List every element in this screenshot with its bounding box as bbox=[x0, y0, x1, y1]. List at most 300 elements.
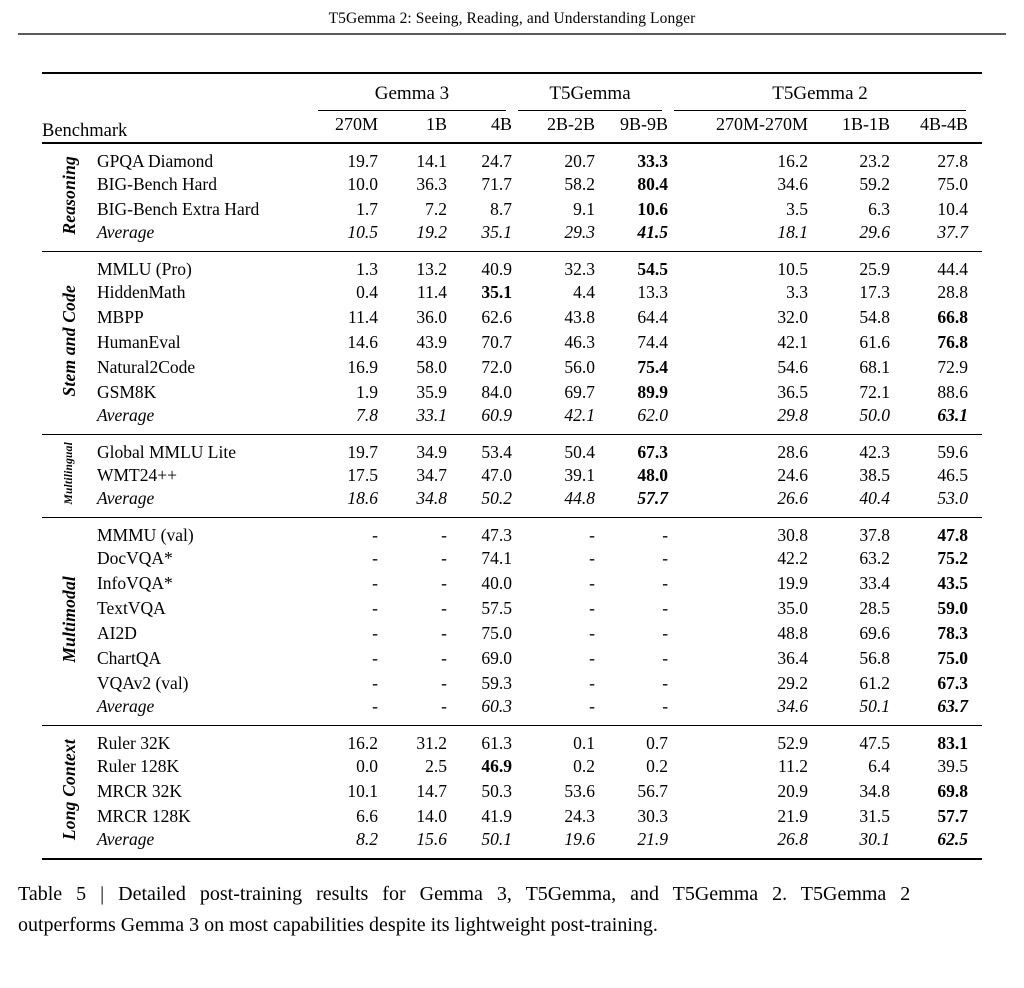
score-cell: 28.8 bbox=[937, 282, 969, 302]
score-cell: 10.4 bbox=[937, 199, 969, 219]
score-cell: 3.3 bbox=[786, 282, 809, 302]
score-cell: - bbox=[662, 525, 669, 545]
score-cell: 60.3 bbox=[481, 696, 512, 716]
score-cell: - bbox=[441, 696, 447, 716]
benchmark-name: VQAv2 (val) bbox=[96, 673, 189, 693]
column-header-4b-4b: 4B-4B bbox=[890, 111, 982, 143]
score-cell: 80.4 bbox=[637, 174, 669, 194]
score-cell: 44.4 bbox=[937, 259, 969, 279]
score-cell: 24.6 bbox=[777, 465, 809, 485]
score-cell: 28.5 bbox=[859, 598, 891, 618]
table-row bbox=[42, 596, 982, 621]
table-row bbox=[42, 804, 982, 829]
benchmark-column-header: Benchmark bbox=[42, 73, 312, 143]
benchmark-name: Average bbox=[96, 488, 155, 508]
score-cell: 56.7 bbox=[637, 781, 669, 801]
score-cell: 31.2 bbox=[416, 733, 447, 753]
score-cell: 21.9 bbox=[777, 806, 809, 826]
section-label-multimodal bbox=[42, 518, 97, 726]
score-cell: 0.2 bbox=[646, 756, 669, 776]
score-cell: 64.4 bbox=[637, 307, 669, 327]
score-cell: 50.0 bbox=[859, 405, 891, 425]
score-cell: 0.1 bbox=[573, 733, 595, 753]
column-header-1b-1b: 1B-1B bbox=[808, 111, 890, 143]
score-cell: 78.3 bbox=[937, 623, 969, 643]
score-cell: 57.7 bbox=[937, 806, 969, 826]
score-cell: - bbox=[441, 525, 447, 545]
benchmark-name: Average bbox=[96, 222, 155, 242]
table-row bbox=[42, 671, 982, 696]
group-header-t5gemma bbox=[512, 73, 668, 111]
score-cell: - bbox=[441, 623, 447, 643]
score-cell: 67.3 bbox=[637, 442, 669, 462]
score-cell: 34.6 bbox=[777, 174, 809, 194]
score-cell: 53.6 bbox=[564, 781, 595, 801]
score-cell: - bbox=[372, 598, 378, 618]
score-cell: 63.1 bbox=[937, 405, 969, 425]
score-cell: 26.6 bbox=[777, 488, 809, 508]
score-cell: 0.4 bbox=[356, 282, 378, 302]
score-cell: 32.0 bbox=[777, 307, 809, 327]
score-cell: 6.3 bbox=[868, 199, 891, 219]
score-cell: 19.7 bbox=[347, 151, 378, 171]
score-cell: 46.9 bbox=[481, 756, 512, 776]
score-cell: - bbox=[372, 673, 378, 693]
score-cell: 18.1 bbox=[777, 222, 809, 242]
score-cell: 0.2 bbox=[573, 756, 595, 776]
score-cell: 33.3 bbox=[637, 151, 669, 171]
score-cell: 75.0 bbox=[937, 174, 969, 194]
score-cell: 69.0 bbox=[481, 648, 512, 668]
score-cell: 59.3 bbox=[481, 673, 512, 693]
score-cell: - bbox=[589, 648, 595, 668]
benchmark-name: HumanEval bbox=[96, 332, 181, 352]
score-cell: 36.3 bbox=[416, 174, 447, 194]
score-cell: 50.1 bbox=[481, 829, 512, 849]
column-header-4b: 4B bbox=[447, 111, 512, 143]
score-cell: 13.2 bbox=[416, 259, 447, 279]
score-cell: 47.0 bbox=[481, 465, 512, 485]
score-cell: 4.4 bbox=[573, 282, 595, 302]
section-multilingual bbox=[42, 435, 982, 518]
score-cell: 19.6 bbox=[564, 829, 595, 849]
score-cell: 2.5 bbox=[425, 756, 447, 776]
score-cell: - bbox=[662, 598, 669, 618]
score-cell: 42.3 bbox=[859, 442, 891, 462]
benchmark-name: Average bbox=[96, 696, 155, 716]
score-cell: 63.2 bbox=[859, 548, 891, 568]
score-cell: 47.3 bbox=[481, 525, 512, 545]
score-cell: - bbox=[662, 548, 669, 568]
benchmark-name: HiddenMath bbox=[96, 282, 186, 302]
score-cell: 17.5 bbox=[347, 465, 378, 485]
score-cell: 72.1 bbox=[859, 382, 891, 402]
score-cell: 75.0 bbox=[937, 648, 969, 668]
table-row bbox=[42, 380, 982, 405]
section-label-multilingual bbox=[42, 435, 97, 518]
score-cell: 1.9 bbox=[356, 382, 378, 402]
column-header-9b-9b: 9B-9B bbox=[595, 111, 668, 143]
score-cell: 89.9 bbox=[637, 382, 669, 402]
score-cell: 32.3 bbox=[564, 259, 595, 279]
score-cell: 40.0 bbox=[481, 573, 512, 593]
column-header-270m-270m: 270M-270M bbox=[668, 111, 808, 143]
score-cell: 24.3 bbox=[564, 806, 595, 826]
section-label-text: Reasoning bbox=[58, 155, 79, 235]
table-row bbox=[42, 252, 982, 281]
score-cell: 3.5 bbox=[786, 199, 809, 219]
score-cell: - bbox=[662, 673, 669, 693]
score-cell: 62.6 bbox=[481, 307, 512, 327]
score-cell: 40.4 bbox=[859, 488, 891, 508]
score-cell: 39.1 bbox=[564, 465, 595, 485]
group-header-gemma3 bbox=[312, 73, 512, 111]
score-cell: 28.6 bbox=[777, 442, 809, 462]
score-cell: 44.8 bbox=[564, 488, 595, 508]
score-cell: 54.6 bbox=[777, 357, 809, 377]
score-cell: 35.0 bbox=[777, 598, 809, 618]
score-cell: 33.1 bbox=[416, 405, 447, 425]
score-cell: - bbox=[372, 648, 378, 668]
table-row bbox=[42, 754, 982, 779]
table-row bbox=[42, 305, 982, 330]
benchmark-name: Ruler 32K bbox=[96, 733, 171, 753]
score-cell: 23.2 bbox=[859, 151, 891, 171]
score-cell: 84.0 bbox=[481, 382, 512, 402]
table-row bbox=[42, 143, 982, 172]
score-cell: 43.5 bbox=[937, 573, 969, 593]
column-header-270m: 270M bbox=[312, 111, 378, 143]
section-label-text: Long Context bbox=[58, 738, 79, 841]
table-row bbox=[42, 172, 982, 197]
score-cell: 41.5 bbox=[637, 222, 669, 242]
score-cell: 33.4 bbox=[859, 573, 891, 593]
table-row bbox=[42, 197, 982, 222]
score-cell: 50.2 bbox=[481, 488, 512, 508]
benchmark-name: GSM8K bbox=[96, 382, 157, 402]
score-cell: 0.0 bbox=[356, 756, 378, 776]
score-cell: 41.9 bbox=[481, 806, 512, 826]
score-cell: - bbox=[589, 525, 595, 545]
score-cell: 72.0 bbox=[481, 357, 512, 377]
score-cell: 67.3 bbox=[937, 673, 969, 693]
score-cell: 83.1 bbox=[937, 733, 969, 753]
score-cell: 62.0 bbox=[637, 405, 669, 425]
group-header-t5gemma2-label: T5Gemma 2 bbox=[674, 83, 966, 111]
score-cell: 69.8 bbox=[937, 781, 969, 801]
column-header-1b: 1B bbox=[378, 111, 447, 143]
score-cell: 19.9 bbox=[777, 573, 809, 593]
score-cell: 30.3 bbox=[637, 806, 669, 826]
table-row bbox=[42, 330, 982, 355]
score-cell: 63.7 bbox=[937, 696, 969, 716]
score-cell: 30.1 bbox=[859, 829, 891, 849]
benchmark-name: MMLU (Pro) bbox=[96, 259, 192, 279]
score-cell: 53.4 bbox=[481, 442, 512, 462]
score-cell: 10.6 bbox=[637, 199, 669, 219]
score-cell: 34.7 bbox=[416, 465, 447, 485]
benchmark-name: Global MMLU Lite bbox=[96, 442, 236, 462]
score-cell: 48.0 bbox=[637, 465, 669, 485]
benchmark-name: WMT24++ bbox=[96, 465, 177, 485]
score-cell: 11.2 bbox=[778, 756, 809, 776]
group-header-gemma3-label: Gemma 3 bbox=[318, 83, 506, 111]
score-cell: - bbox=[372, 573, 378, 593]
table-caption bbox=[18, 879, 1006, 941]
score-cell: 59.2 bbox=[859, 174, 891, 194]
benchmark-name: AI2D bbox=[96, 623, 137, 643]
score-cell: 26.8 bbox=[777, 829, 809, 849]
score-cell: 8.2 bbox=[356, 829, 378, 849]
section-label-text: Multimodal bbox=[58, 575, 79, 663]
group-header-row bbox=[42, 73, 982, 111]
score-cell: 6.4 bbox=[868, 756, 891, 776]
table-row bbox=[42, 726, 982, 755]
section-label-text: Stem and Code bbox=[58, 284, 79, 397]
score-cell: 70.7 bbox=[481, 332, 512, 352]
score-cell: 36.4 bbox=[777, 648, 809, 668]
table-row bbox=[42, 405, 982, 435]
score-cell: 50.1 bbox=[859, 696, 891, 716]
table-row bbox=[42, 355, 982, 380]
score-cell: - bbox=[662, 648, 669, 668]
score-cell: 46.5 bbox=[937, 465, 969, 485]
score-cell: 57.7 bbox=[637, 488, 669, 508]
section-long-context bbox=[42, 726, 982, 860]
score-cell: 36.5 bbox=[777, 382, 809, 402]
score-cell: 75.4 bbox=[637, 357, 669, 377]
score-cell: 56.8 bbox=[859, 648, 891, 668]
score-cell: 35.1 bbox=[481, 282, 512, 302]
score-cell: - bbox=[441, 548, 447, 568]
score-cell: 14.1 bbox=[416, 151, 447, 171]
running-title: T5Gemma 2: Seeing, Reading, and Understanding Longer bbox=[328, 10, 696, 27]
score-cell: 11.4 bbox=[417, 282, 447, 302]
score-cell: - bbox=[441, 598, 447, 618]
score-cell: 40.9 bbox=[481, 259, 512, 279]
score-cell: 76.8 bbox=[937, 332, 969, 352]
score-cell: 58.0 bbox=[416, 357, 447, 377]
score-cell: 60.9 bbox=[481, 405, 512, 425]
table-row bbox=[42, 546, 982, 571]
score-cell: - bbox=[589, 696, 595, 716]
section-multimodal bbox=[42, 518, 982, 726]
score-cell: 6.6 bbox=[356, 806, 378, 826]
score-cell: 39.5 bbox=[937, 756, 969, 776]
table-row bbox=[42, 829, 982, 859]
score-cell: - bbox=[372, 696, 378, 716]
score-cell: 16.2 bbox=[347, 733, 378, 753]
score-cell: - bbox=[589, 673, 595, 693]
score-cell: 19.2 bbox=[416, 222, 447, 242]
score-cell: 27.8 bbox=[937, 151, 969, 171]
score-cell: 47.8 bbox=[937, 525, 969, 545]
score-cell: 57.5 bbox=[481, 598, 512, 618]
score-cell: 54.5 bbox=[637, 259, 669, 279]
score-cell: 34.8 bbox=[859, 781, 891, 801]
results-table bbox=[42, 72, 982, 860]
score-cell: 14.6 bbox=[347, 332, 378, 352]
score-cell: 50.4 bbox=[564, 442, 595, 462]
score-cell: 21.9 bbox=[637, 829, 669, 849]
score-cell: - bbox=[662, 696, 669, 716]
score-cell: 42.2 bbox=[777, 548, 809, 568]
table-caption-line2: outperforms Gemma 3 on most capabilities despite its lightweight post-training. bbox=[18, 914, 658, 936]
score-cell: 72.9 bbox=[937, 357, 969, 377]
score-cell: 74.4 bbox=[637, 332, 669, 352]
score-cell: 36.0 bbox=[416, 307, 447, 327]
benchmark-name: BIG-Bench Extra Hard bbox=[96, 199, 260, 219]
score-cell: 53.0 bbox=[937, 488, 969, 508]
score-cell: 54.8 bbox=[859, 307, 891, 327]
score-cell: - bbox=[589, 623, 595, 643]
score-cell: 68.1 bbox=[859, 357, 891, 377]
score-cell: 37.8 bbox=[859, 525, 891, 545]
score-cell: 29.8 bbox=[777, 405, 809, 425]
table-row bbox=[42, 621, 982, 646]
score-cell: 34.8 bbox=[416, 488, 447, 508]
score-cell: - bbox=[372, 525, 378, 545]
score-cell: 88.6 bbox=[937, 382, 969, 402]
score-cell: - bbox=[441, 673, 447, 693]
benchmark-name: MMMU (val) bbox=[96, 525, 194, 545]
score-cell: 38.5 bbox=[859, 465, 891, 485]
score-cell: - bbox=[372, 548, 378, 568]
table-row bbox=[42, 779, 982, 804]
score-cell: 10.1 bbox=[347, 781, 378, 801]
section-label-text: Multilingual bbox=[63, 442, 76, 505]
table-row bbox=[42, 696, 982, 726]
score-cell: 59.6 bbox=[937, 442, 969, 462]
score-cell: 42.1 bbox=[777, 332, 809, 352]
score-cell: 31.5 bbox=[859, 806, 891, 826]
score-cell: 61.3 bbox=[481, 733, 512, 753]
score-cell: 18.6 bbox=[347, 488, 378, 508]
table-row bbox=[42, 518, 982, 547]
score-cell: 8.7 bbox=[490, 199, 512, 219]
score-cell: 61.6 bbox=[859, 332, 891, 352]
score-cell: 34.6 bbox=[777, 696, 809, 716]
score-cell: 75.2 bbox=[937, 548, 969, 568]
group-header-t5gemma2 bbox=[668, 73, 982, 111]
score-cell: 29.6 bbox=[859, 222, 891, 242]
score-cell: 0.7 bbox=[646, 733, 669, 753]
table-row bbox=[42, 435, 982, 464]
score-cell: 62.5 bbox=[937, 829, 969, 849]
score-cell: 10.5 bbox=[347, 222, 378, 242]
score-cell: 10.5 bbox=[777, 259, 809, 279]
score-cell: 35.9 bbox=[416, 382, 447, 402]
score-cell: 16.9 bbox=[347, 357, 378, 377]
score-cell: 35.1 bbox=[481, 222, 512, 242]
score-cell: - bbox=[441, 648, 447, 668]
score-cell: 47.5 bbox=[859, 733, 891, 753]
score-cell: - bbox=[441, 573, 447, 593]
score-cell: 61.2 bbox=[859, 673, 891, 693]
benchmark-name: Average bbox=[96, 829, 155, 849]
score-cell: - bbox=[372, 623, 378, 643]
score-cell: - bbox=[589, 548, 595, 568]
benchmark-name: InfoVQA* bbox=[96, 573, 173, 593]
score-cell: 25.9 bbox=[859, 259, 891, 279]
score-cell: 66.8 bbox=[937, 307, 969, 327]
benchmark-name: ChartQA bbox=[96, 648, 162, 668]
benchmark-name: MRCR 32K bbox=[96, 781, 183, 801]
benchmark-name: Ruler 128K bbox=[96, 756, 180, 776]
score-cell: 69.7 bbox=[564, 382, 595, 402]
score-cell: 37.7 bbox=[937, 222, 969, 242]
score-cell: 50.3 bbox=[481, 781, 512, 801]
score-cell: 20.7 bbox=[564, 151, 595, 171]
score-cell: 71.7 bbox=[481, 174, 512, 194]
score-cell: 74.1 bbox=[481, 548, 512, 568]
benchmark-name: Natural2Code bbox=[96, 357, 196, 377]
table-row bbox=[42, 646, 982, 671]
benchmark-name: TextVQA bbox=[96, 598, 166, 618]
column-header-2b-2b: 2B-2B bbox=[512, 111, 595, 143]
benchmark-name: GPQA Diamond bbox=[96, 151, 214, 171]
benchmark-name: BIG-Bench Hard bbox=[96, 174, 218, 194]
score-cell: 58.2 bbox=[564, 174, 595, 194]
score-cell: 24.7 bbox=[481, 151, 512, 171]
section-label-long-context bbox=[42, 726, 97, 860]
benchmark-name: DocVQA* bbox=[96, 548, 173, 568]
score-cell: - bbox=[662, 623, 669, 643]
table-row bbox=[42, 222, 982, 252]
score-cell: 9.1 bbox=[573, 199, 595, 219]
score-cell: 42.1 bbox=[564, 405, 595, 425]
section-label-reasoning bbox=[42, 143, 97, 252]
score-cell: 59.0 bbox=[937, 598, 969, 618]
score-cell: 10.0 bbox=[347, 174, 378, 194]
score-cell: 75.0 bbox=[481, 623, 512, 643]
benchmark-name: MRCR 128K bbox=[96, 806, 191, 826]
score-cell: 48.8 bbox=[777, 623, 809, 643]
running-head-rule bbox=[18, 33, 1006, 35]
group-header-t5gemma-label: T5Gemma bbox=[518, 83, 662, 111]
score-cell: 17.3 bbox=[859, 282, 891, 302]
section-stem-and-code bbox=[42, 252, 982, 435]
section-label-stem-and-code bbox=[42, 252, 97, 435]
benchmark-name: Average bbox=[96, 405, 155, 425]
score-cell: 43.8 bbox=[564, 307, 595, 327]
score-cell: 56.0 bbox=[564, 357, 595, 377]
score-cell: 7.2 bbox=[425, 199, 447, 219]
score-cell: 34.9 bbox=[416, 442, 447, 462]
score-cell: 30.8 bbox=[777, 525, 809, 545]
section-reasoning bbox=[42, 143, 982, 252]
table-caption-line1: Table 5 | Detailed post-training results for Gemma 3, T5Gemma, and T5Gemma 2. T5Gemma 2 bbox=[18, 883, 911, 905]
score-cell: 69.6 bbox=[859, 623, 891, 643]
benchmark-name: MBPP bbox=[96, 307, 144, 327]
score-cell: 29.2 bbox=[777, 673, 809, 693]
score-cell: 13.3 bbox=[637, 282, 669, 302]
score-cell: 1.3 bbox=[356, 259, 378, 279]
score-cell: 16.2 bbox=[777, 151, 809, 171]
score-cell: - bbox=[589, 598, 595, 618]
table-row bbox=[42, 488, 982, 518]
score-cell: 43.9 bbox=[416, 332, 447, 352]
score-cell: 7.8 bbox=[356, 405, 378, 425]
score-cell: 29.3 bbox=[564, 222, 595, 242]
score-cell: - bbox=[589, 573, 595, 593]
table-row bbox=[42, 463, 982, 488]
score-cell: 14.7 bbox=[416, 781, 447, 801]
score-cell: 15.6 bbox=[416, 829, 447, 849]
score-cell: 20.9 bbox=[777, 781, 809, 801]
score-cell: 52.9 bbox=[777, 733, 809, 753]
score-cell: 11.4 bbox=[348, 307, 378, 327]
